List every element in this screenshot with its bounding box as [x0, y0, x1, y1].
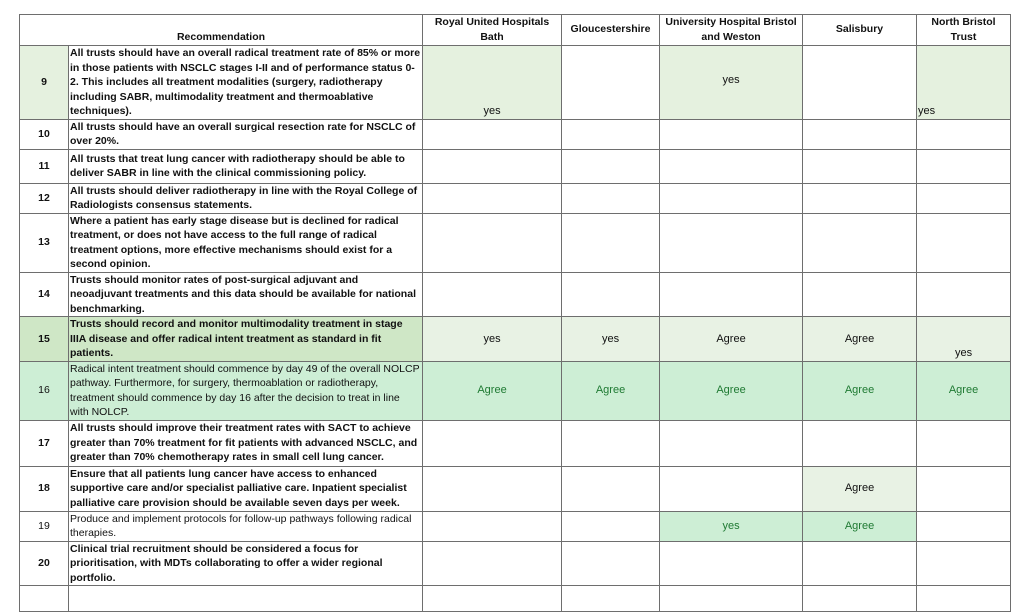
cell-royal-united-bath: yes — [423, 317, 562, 362]
cell-salisbury: Agree — [803, 511, 917, 541]
table-row — [20, 149, 1011, 183]
cell-north-bristol — [917, 511, 1011, 541]
cell-uh-bristol — [660, 119, 803, 149]
cell-gloucestershire — [562, 46, 660, 120]
cell-gloucestershire — [562, 272, 660, 317]
cell-gloucestershire — [562, 541, 660, 586]
row-number: 18 — [20, 466, 69, 511]
cell-uh-bristol — [660, 420, 803, 466]
cell-uh-bristol — [660, 213, 803, 272]
table-row — [20, 213, 1011, 272]
cell-salisbury — [803, 46, 917, 120]
row-number: 19 — [20, 511, 69, 541]
cell-salisbury — [803, 149, 917, 183]
recommendation-text: Produce and implement protocols for follow-up pathways following radical therapies. — [69, 511, 423, 541]
cell-uh-bristol — [660, 466, 803, 511]
table-row — [20, 119, 1011, 149]
header-north-bristol-trust: North Bristol Trust — [917, 15, 1011, 46]
empty-cell — [562, 586, 660, 612]
cell-uh-bristol — [660, 149, 803, 183]
empty-cell — [660, 586, 803, 612]
empty-cell — [69, 586, 423, 612]
row-number: 16 — [20, 361, 69, 420]
header-royal-united-hospitals-bath: Royal United Hospitals Bath — [423, 15, 562, 46]
cell-salisbury — [803, 183, 917, 213]
cell-gloucestershire — [562, 466, 660, 511]
row-number: 15 — [20, 317, 69, 362]
table-row — [20, 272, 1011, 317]
cell-north-bristol: Agree — [917, 361, 1011, 420]
cell-royal-united-bath — [423, 466, 562, 511]
recommendation-text: Radical intent treatment should commence by day 49 of the overall NOLCP pathway. Furthermore, for surgery, thermoablation or radiotherapy, treatment should commence by day 16 after the decision to treat in line with NOLCP. — [69, 361, 423, 420]
recommendation-text: All trusts should have an overall radical treatment rate of 85% or more in those patients with NSCLC stages I-II and of performance status 0-2. This includes all treatment modalities (surgery, radiotherapy including SABR, multimodality treatment and thermoablative techniques). — [69, 46, 423, 120]
cell-north-bristol — [917, 183, 1011, 213]
cell-north-bristol — [917, 272, 1011, 317]
cell-uh-bristol: yes — [660, 46, 803, 120]
cell-north-bristol: yes — [917, 317, 1011, 362]
cell-north-bristol — [917, 466, 1011, 511]
cell-gloucestershire — [562, 149, 660, 183]
row-number: 20 — [20, 541, 69, 586]
table-row — [20, 183, 1011, 213]
recommendation-text: All trusts should have an overall surgical resection rate for NSCLC of over 20%. — [69, 119, 423, 149]
cell-royal-united-bath — [423, 149, 562, 183]
row-number: 11 — [20, 149, 69, 183]
cell-uh-bristol — [660, 541, 803, 586]
cell-north-bristol — [917, 213, 1011, 272]
cell-north-bristol — [917, 119, 1011, 149]
recommendation-text: All trusts that treat lung cancer with radiotherapy should be able to deliver SABR in line with the clinical commissioning policy. — [69, 149, 423, 183]
row-number: 9 — [20, 46, 69, 120]
cell-royal-united-bath: Agree — [423, 361, 562, 420]
header-salisbury: Salisbury — [803, 15, 917, 46]
recommendation-text: Trusts should record and monitor multimodality treatment in stage IIIA disease and offer radical intent treatment as standard in fit patients. — [69, 317, 423, 362]
row-number: 14 — [20, 272, 69, 317]
recommendations-table — [19, 14, 1011, 612]
cell-gloucestershire — [562, 119, 660, 149]
cell-uh-bristol: Agree — [660, 317, 803, 362]
cell-gloucestershire: yes — [562, 317, 660, 362]
table-row — [20, 317, 1011, 362]
cell-salisbury — [803, 213, 917, 272]
empty-cell — [803, 586, 917, 612]
table-row — [20, 361, 1011, 420]
row-number: 13 — [20, 213, 69, 272]
table-row — [20, 466, 1011, 511]
cell-uh-bristol — [660, 183, 803, 213]
cell-royal-united-bath — [423, 183, 562, 213]
cell-salisbury: Agree — [803, 317, 917, 362]
recommendation-text: Clinical trial recruitment should be considered a focus for prioritisation, with MDTs collaborating to offer a wider regional portfolio. — [69, 541, 423, 586]
cell-north-bristol — [917, 541, 1011, 586]
table-row — [20, 511, 1011, 541]
empty-cell — [917, 586, 1011, 612]
cell-royal-united-bath — [423, 541, 562, 586]
cell-royal-united-bath — [423, 272, 562, 317]
row-number: 10 — [20, 119, 69, 149]
cell-salisbury: Agree — [803, 466, 917, 511]
cell-north-bristol — [917, 420, 1011, 466]
cell-gloucestershire — [562, 420, 660, 466]
header-university-hospital-bristol: University Hospital Bristol and Weston — [660, 15, 803, 46]
table-row — [20, 420, 1011, 466]
cell-gloucestershire — [562, 183, 660, 213]
cell-royal-united-bath — [423, 511, 562, 541]
header-row — [20, 15, 1011, 46]
cell-gloucestershire — [562, 213, 660, 272]
recommendation-text: All trusts should improve their treatment rates with SACT to achieve greater than 70% treatment for fit patients with advanced NSCLC, and greater than 70% chemotherapy rates in small cell lung cancer. — [69, 420, 423, 466]
cell-salisbury — [803, 420, 917, 466]
cell-north-bristol: yes — [917, 46, 1011, 120]
cell-royal-united-bath — [423, 119, 562, 149]
recommendation-text: Trusts should monitor rates of post-surgical adjuvant and neoadjuvant treatments and this data should be available for national benchmarking. — [69, 272, 423, 317]
empty-cell — [423, 586, 562, 612]
cell-royal-united-bath — [423, 420, 562, 466]
recommendation-text: Ensure that all patients lung cancer have access to enhanced supportive care and/or specialist palliative care. Inpatient specialist palliative care provision should be available seven days per week. — [69, 466, 423, 511]
cell-uh-bristol — [660, 272, 803, 317]
row-number: 17 — [20, 420, 69, 466]
cell-salisbury — [803, 541, 917, 586]
cell-royal-united-bath — [423, 213, 562, 272]
cell-royal-united-bath: yes — [423, 46, 562, 120]
cell-salisbury — [803, 119, 917, 149]
cell-uh-bristol: Agree — [660, 361, 803, 420]
cell-gloucestershire: Agree — [562, 361, 660, 420]
cell-salisbury: Agree — [803, 361, 917, 420]
table-row — [20, 46, 1011, 120]
row-number: 12 — [20, 183, 69, 213]
cell-uh-bristol: yes — [660, 511, 803, 541]
empty-row — [20, 586, 1011, 612]
header-gloucestershire: Gloucestershire — [562, 15, 660, 46]
table-row — [20, 541, 1011, 586]
recommendation-text: All trusts should deliver radiotherapy in line with the Royal College of Radiologists consensus statements. — [69, 183, 423, 213]
cell-gloucestershire — [562, 511, 660, 541]
empty-cell — [20, 586, 69, 612]
recommendation-text: Where a patient has early stage disease but is declined for radical treatment, or does not have access to the full range of radical treatment options, more effective mechanisms should exist for a second opinion. — [69, 213, 423, 272]
header-recommendation: Recommendation — [20, 15, 423, 46]
cell-north-bristol — [917, 149, 1011, 183]
cell-salisbury — [803, 272, 917, 317]
